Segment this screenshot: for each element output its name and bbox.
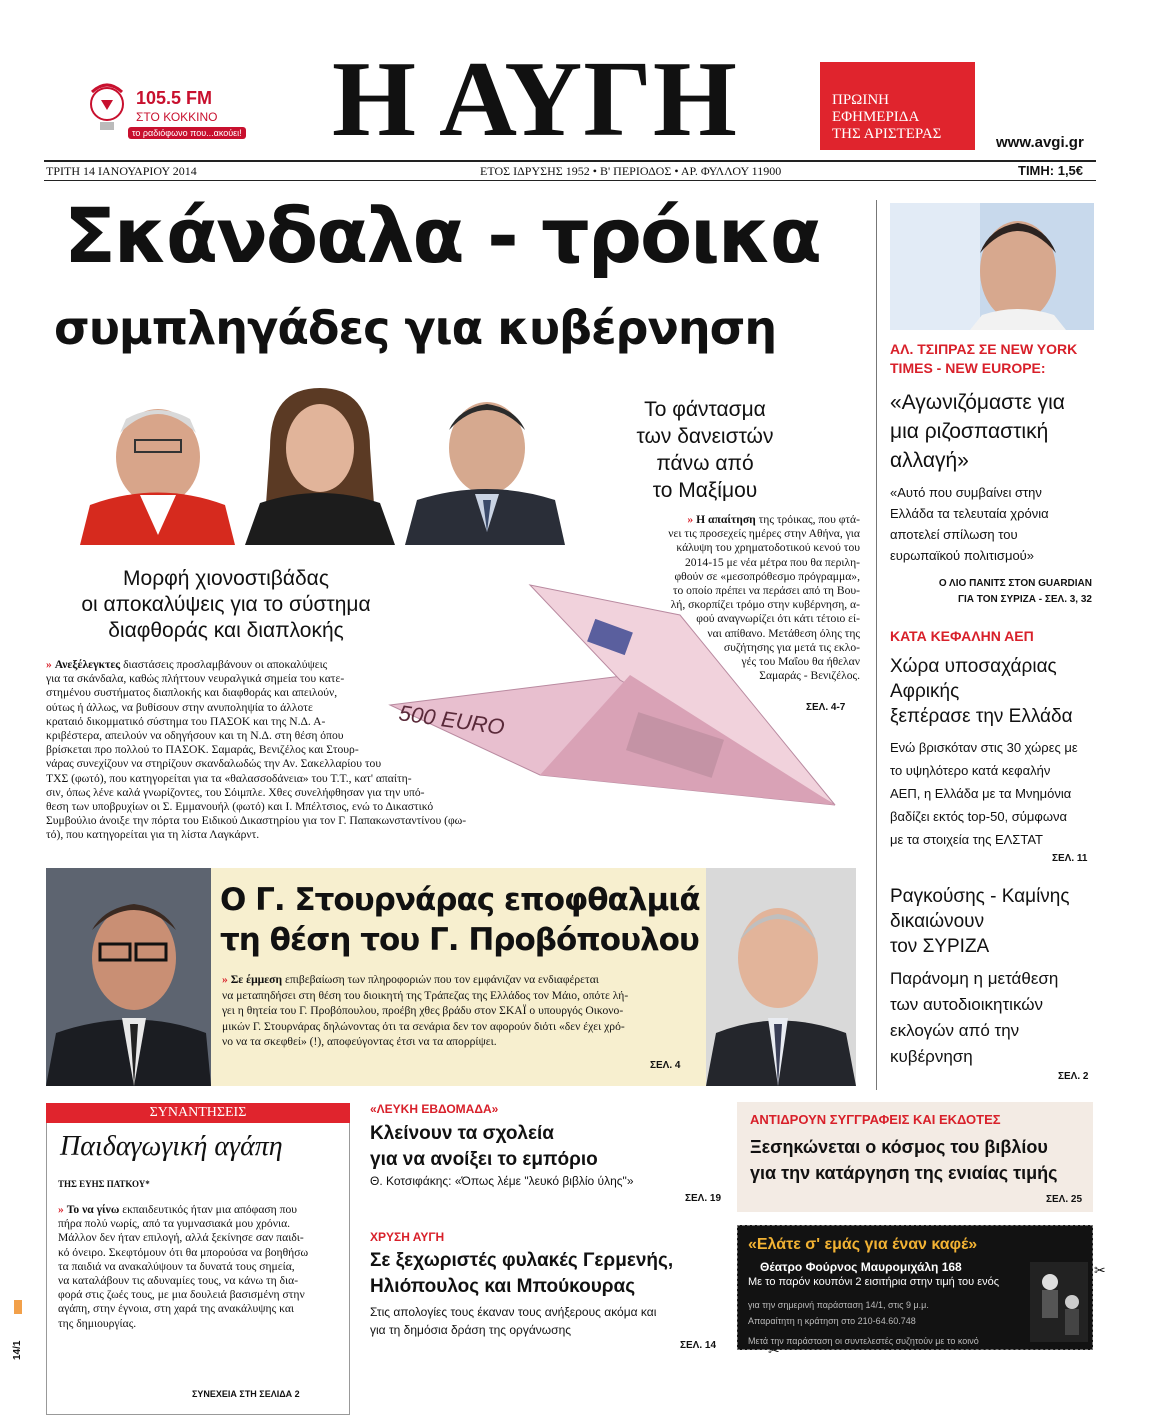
stournaras-headline: Ο Γ. Στουρνάρας εποφθαλμιά τη θέση του Γ. Προβόπουλου — [220, 882, 700, 958]
masthead-rule — [44, 160, 1096, 162]
photo-sakellariou — [235, 378, 405, 545]
website-link[interactable]: www.avgi.gr — [996, 134, 1084, 151]
issue-info: ΕΤΟΣ ΙΔΡΥΣΗΣ 1952 • Β' ΠΕΡΙΟΔΟΣ • ΑΡ. ΦΥΛΛΟΥ 11900 — [480, 164, 782, 178]
radio-name: ΣΤΟ ΚΟΚΚΙΝΟ — [136, 110, 218, 124]
lead-headline-2: συμπληγάδες για κυβέρνηση — [54, 301, 777, 355]
schools-kicker: «ΛΕΥΚΗ ΕΒΔΟΜΑΔΑ» — [370, 1102, 499, 1116]
spine-marker — [14, 1300, 22, 1314]
tsipras-ref: Ο ΛΙΟ ΠΑΝΙΤΣ ΣΤΟΝ GUARDIAN ΓΙΑ ΤΟΝ ΣΥΡΙΖΑ - ΣΕΛ. 3, 32 — [938, 578, 1092, 605]
ragkousis-ref: ΣΕΛ. 2 — [1058, 1071, 1089, 1082]
coupon-title: «Ελάτε σ' εμάς για έναν καφέ» — [748, 1236, 978, 1253]
column-divider — [876, 200, 877, 1090]
radio-slogan: το ραδιόφωνο που...ακούει! — [128, 127, 246, 139]
coupon-line-3: για την σημερινή παράσταση 14/1, στις 9 μ.μ. — [748, 1300, 929, 1310]
coupon-line-4: Απαραίτητη η κράτηση στο 210-64.60.748 — [748, 1316, 916, 1326]
arrow-icon: » — [222, 973, 228, 986]
scissors-icon-bottom: ✂ — [768, 1342, 780, 1358]
photo-tsipras — [890, 203, 1094, 330]
gdp-body: Ενώ βρισκόταν στις 30 χώρες με το υψηλότερο κατά κεφαλήν ΑΕΠ, η Ελλάδα με τα Μνημόνια βαδίζει εκτός top-50, σύμφωνα με τα στοιχεία της ΕΛΣΤΑΤ — [890, 740, 1078, 847]
photo-provopoulos — [706, 868, 856, 1086]
arrow-icon: » — [58, 1203, 64, 1216]
stournaras-body: » Σε έμμεση επιβεβαίωση των πληροφοριών που τον εμφάνιζαν να ενδιαφέρεται να μεταπηδήσει στη θέση του διοικητή της Τράπεζας της Ελλάδος τον Μάιο, οπότε λή- γει η θητεία του Γ. Προβόπουλου, προέβη χθες βράδυ στον ΣΚΑΪ ο υπουργός Οικονο- μικών Γ. Στουρνάρας δηλώνοντας ότι τα σενάρια δεν τον αφορούν διότι «δεν έχει χρό- νο να τα σκεφθεί» (!), αποφεύγοντας έτσι να τα απορρίψει. — [222, 973, 629, 1048]
books-headline: Ξεσηκώνεται ο κόσμος του βιβλίου για την κατάργηση της ενιαίας τιμής — [750, 1137, 1058, 1183]
coupon-line-2: Με το παρόν κουπόνι 2 εισιτήρια στην τιμή του ενός — [748, 1276, 1000, 1288]
lightbulb-icon — [88, 82, 128, 142]
troika-headline: Το φάντασμα των δανειστών πάνω από το Μαξίμου — [636, 398, 774, 502]
photo-papakonstantinou — [405, 382, 565, 545]
troika-body: » Η απαίτηση της τρόικας, που φτά- νει τις προσεχείς ημέρες στην Αθήνα, για κάλυψη του χρηματοδοτικού κενού του 2014-15 με νέα μέτρα που θα περιλη- φθούν σε «μεσοπρόθεσμο πρόγραμμα», το οποίο πρέπει να περάσει από τη Βου- λή, σκορπίζει τρόμο στην κυβέρνηση, α- φού αναγνωρίζει ότι κάτι τέτοιο εί- ναι απίθανο. Μετάθεση όλης της συζήτησης για μετά τις εκλο- γές του Μαΐου θα ήθελαν Σαμαράς - Βενιζέλος. — [668, 513, 860, 683]
column-author: ΤΗΣ ΕΥΗΣ ΠΑΤΚΟΥ* — [58, 1179, 150, 1189]
price: ΤΙΜΗ: 1,5€ — [1018, 163, 1084, 178]
lead-headline: Σκάνδαλα - τρόικα — [64, 191, 821, 280]
lead-body: » Ανεξέλεγκτες διαστάσεις προσλαμβάνουν οι αποκαλύψεις για τα σκάνδαλα, καθώς πλήττουν νευραλγικά σημεία του κατε- στημένου συστήματος διαπλοκής και διαφθοράς και απειλούν, ούτως ή άλλως, να βυθίσουν στην ανυποληψία το άλλοτε κραταιό δικομματικό σύστημα του ΠΑΣΟΚ και της Ν.Δ. Α- κριβέστερα, απειλούν να οδηγήσουν και τη Ν.Δ. στη θέση όπου βρίσκεται προ πολλού το ΠΑΣΟΚ. Σαμαράς, Βενιζέλος και Στουρ- νάρας συνεχίζουν να στηρίζουν σκανδαλωδώς την Αν. Σακελλαρίου του ΤΧΣ (φωτό), που κατηγορείται για τα «θαλασσοδάνεια» του Τ.Τ., κατ' απαίτη- σιν, όπως λένε καλά γνωρίζοντες, του Σόιμπλε. Χθες συνελήφθησαν για την υπό- θεση των υποβρυχίων οι Σ. Εμμανουήλ (φωτό) και Ι. Μπέλτσιος, ενώ το Δικαστικό Συμβούλιο άνοιξε την πόρτα του Ειδικού Δικαστηρίου για τον Γ. Παπακωνσταντίνου (φω- τό), που κατηγορείται για τη λίστα Λαγκάρντ. — [46, 658, 467, 842]
coupon-line-1: Θέατρο Φούρνος Μαυρομιχάλη 168 — [760, 1260, 962, 1274]
ragkousis-headline: Ραγκούσης - Καμίνης δικαιώνουν τον ΣΥΡΙΖΑ — [890, 886, 1070, 957]
goldendawn-kicker: ΧΡΥΣΗ ΑΥΓΗ — [370, 1230, 445, 1244]
tsipras-headline: «Αγωνιζόμαστε για μια ριζοσπαστική αλλαγή» — [890, 391, 1065, 472]
gdp-headline: Χώρα υποσαχάριας Αφρικής ξεπέρασε την Ελλάδα — [890, 656, 1073, 727]
banknote-label: 500 EURO — [397, 700, 507, 740]
schools-ref: ΣΕΛ. 19 — [685, 1193, 722, 1204]
masthead-tagline: ΠΡΩΙΝΗ ΕΦΗΜΕΡΙΔΑ ΤΗΣ ΑΡΙΣΤΕΡΑΣ — [820, 62, 975, 150]
troika-ref: ΣΕΛ. 4-7 — [806, 702, 846, 713]
coupon-theatre-photo — [1030, 1262, 1088, 1342]
arrow-icon: » — [687, 513, 694, 526]
photo-stournaras — [46, 868, 211, 1086]
spine-date: 14/1 — [12, 1340, 23, 1360]
column-body: » Το να γίνω εκπαιδευτικός ήταν μια απόφαση που πήρα πολύ νωρίς, από τα γυμνασιακά μου χρόνια. Μάλλον δεν ήταν επιλογή, αλλά ξεκίνησε σαν παιδι- κό όνειρο. Σκεφτόμουν ότι θα μπορούσα να βοηθήσω τα παιδιά να ανακαλύψουν τα δυνατά τους σημεία, να καταλάβουν τις αδυναμίες τους, να κάνω τη δια- φορά στις ζωές τους, με μια δουλειά βασισμένη στην αγάπη, στην έγνοια, στη χαρά της ανακάλυψης και της δημιουργίας. — [58, 1203, 309, 1330]
tsipras-body: «Αυτό που συμβαίνει στην Ελλάδα τα τελευταία χρόνια αποτελεί σπίλωση του ευρωπαϊκού πολιτισμού» — [890, 485, 1049, 563]
photo-sakellariou-neighbour — [80, 385, 235, 545]
gdp-ref: ΣΕΛ. 11 — [1052, 853, 1088, 864]
scissors-icon: ✂ — [1094, 1262, 1106, 1278]
masthead-rule-bottom — [44, 180, 1096, 181]
goldendawn-ref: ΣΕΛ. 14 — [680, 1340, 717, 1351]
tsipras-kicker: ΑΛ. ΤΣΙΠΡΑΣ ΣΕ NEW YORK TIMES - NEW EUROPE: — [890, 341, 1078, 376]
column-label: ΣΥΝΑΝΤΗΣΕΙΣ — [46, 1103, 350, 1123]
coupon-line-5: Μετά την παράσταση οι συντελεστές συζητούν με το κοινό — [748, 1336, 979, 1346]
column-title: Παιδαγωγική αγάπη — [60, 1131, 283, 1162]
ragkousis-body: Παράνομη η μετάθεση των αυτοδιοικητικών εκλογών από την κυβέρνηση — [890, 969, 1059, 1066]
lead-subheadline: Μορφή χιονοστιβάδας οι αποκαλύψεις για το σύστημα διαφθοράς και διαπλοκής — [81, 567, 371, 642]
gdp-kicker: ΚΑΤΑ ΚΕΦΑΛΗΝ ΑΕΠ — [890, 628, 1034, 644]
books-kicker: ΑΝΤΙΔΡΟΥΝ ΣΥΓΓΡΑΦΕΙΣ ΚΑΙ ΕΚΔΟΤΕΣ — [750, 1112, 1001, 1127]
stournaras-ref: ΣΕΛ. 4 — [650, 1060, 681, 1071]
masthead-title: Η ΑΥΓΗ — [332, 40, 738, 159]
schools-headline: Κλείνουν τα σχολεία για να ανοίξει το εμπόριο — [370, 1123, 598, 1170]
goldendawn-headline: Σε ξεχωριστές φυλακές Γερμενής, Ηλιόπουλος και Μπούκουρας — [370, 1250, 674, 1297]
schools-body: Θ. Κοτσιφάκης: «Όπως λέμε "λευκό βιβλίο ύλης"» — [370, 1174, 634, 1188]
issue-date: ΤΡΙΤΗ 14 ΙΑΝΟΥΑΡΙΟΥ 2014 — [46, 164, 197, 178]
arrow-icon: » — [46, 658, 52, 671]
radio-logo — [88, 78, 258, 146]
radio-frequency: 105.5 FM — [136, 88, 213, 108]
column-continue: ΣΥΝΕΧΕΙΑ ΣΤΗ ΣΕΛΙΔΑ 2 — [192, 1389, 300, 1399]
books-ref: ΣΕΛ. 25 — [1046, 1194, 1083, 1205]
goldendawn-body: Στις απολογίες τους έκαναν τους ανήξερους ακόμα και για τη δημόσια δράση της οργάνωσης — [370, 1305, 657, 1337]
